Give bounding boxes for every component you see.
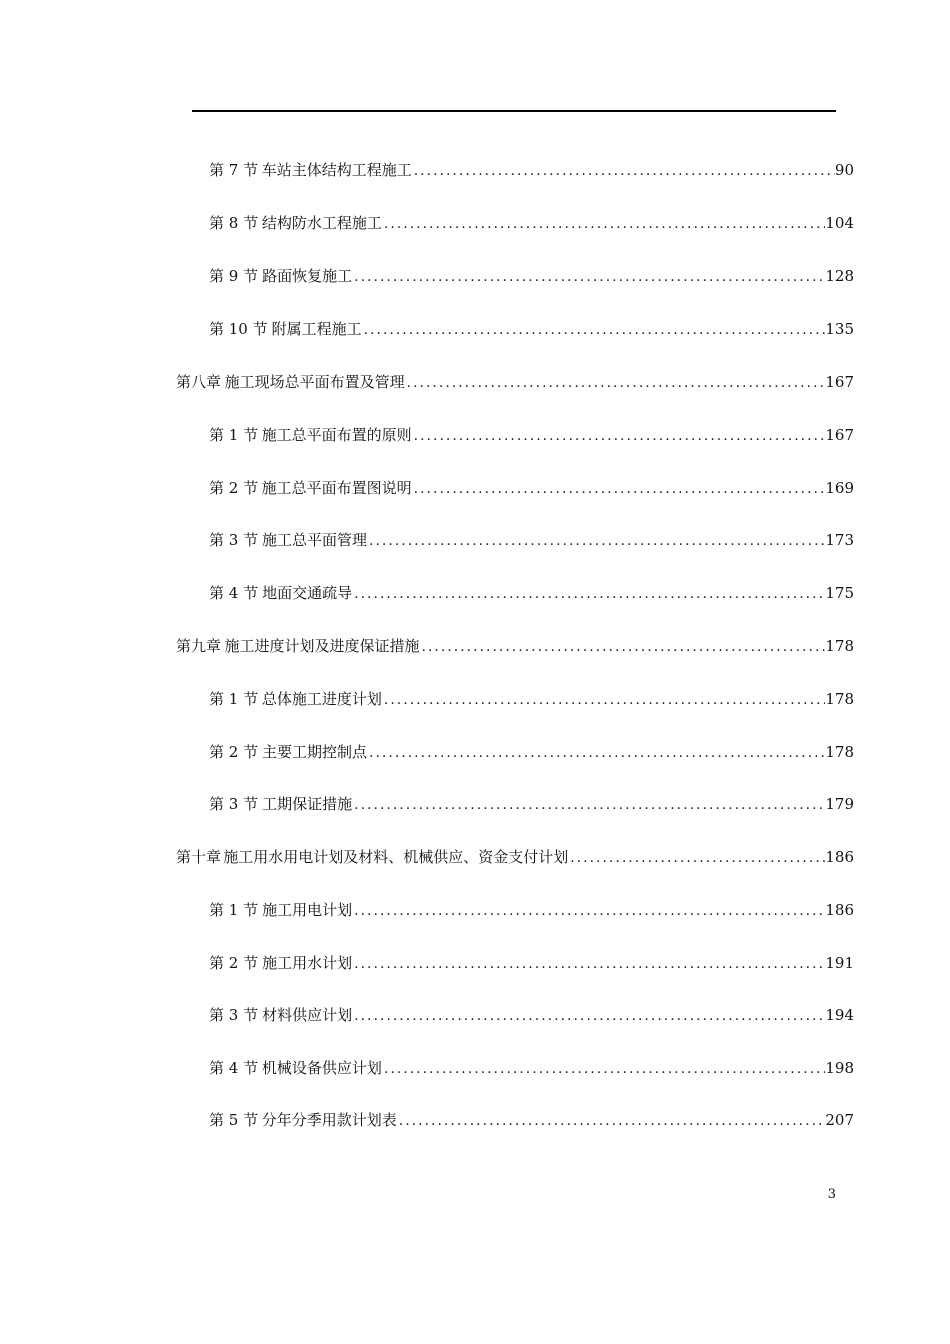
toc-entry-number: 第 3 节 [209, 531, 259, 549]
toc-entry-number: 第 2 节 [209, 743, 259, 761]
toc-entry[interactable] [209, 898, 854, 922]
toc-entry[interactable] [209, 476, 854, 500]
toc-entry[interactable] [209, 1056, 854, 1080]
toc-entry-number: 第 1 节 [209, 901, 259, 919]
toc-entry-title: 车站主体结构工程施工 [261, 161, 412, 179]
toc-entry-page: 179 [825, 795, 854, 813]
toc-entry-number: 第十章 [176, 848, 222, 866]
toc-entry-title: 施工总平面布置的原则 [261, 426, 412, 444]
toc-chapter-entry[interactable] [176, 370, 854, 394]
toc-chapter-entry[interactable] [176, 845, 854, 869]
toc-entry-number: 第 2 节 [209, 479, 259, 497]
toc-entry-page: 167 [825, 373, 854, 391]
header-rule [192, 110, 836, 112]
dot-leader [352, 582, 825, 605]
toc-entry-page: 169 [825, 479, 854, 497]
toc-entry-number: 第 3 节 [209, 795, 259, 813]
toc-entry-number: 第 7 节 [209, 161, 259, 179]
dot-leader [367, 529, 825, 552]
toc-entry[interactable] [209, 951, 854, 975]
toc-entry-page: 175 [825, 584, 854, 602]
toc-entry-page: 178 [825, 743, 854, 761]
toc-entry[interactable] [209, 528, 854, 552]
toc-entry-page: 186 [825, 901, 854, 919]
toc-entry-title: 施工用水计划 [262, 954, 353, 972]
dot-leader [412, 477, 826, 500]
toc-entry-page: 167 [825, 426, 854, 444]
dot-leader [352, 793, 825, 816]
dot-leader [397, 1109, 826, 1132]
toc-entry-title: 结构防水工程施工 [261, 214, 382, 232]
toc-entry-title: 总体施工进度计划 [261, 690, 382, 708]
toc-chapter-entry[interactable] [176, 634, 854, 658]
toc-entry-title: 施工现场总平面布置及管理 [224, 373, 405, 391]
dot-leader [382, 212, 825, 235]
toc-entry-number: 第九章 [176, 637, 222, 655]
toc-entry-page: 173 [825, 531, 854, 549]
toc-entry-number: 第 3 节 [209, 1006, 259, 1024]
toc-entry-page: 178 [825, 690, 854, 708]
toc-entry-title: 附属工程施工 [271, 320, 362, 338]
toc-entry-title: 施工总平面布置图说明 [261, 479, 412, 497]
toc-entry-number: 第 1 节 [209, 426, 259, 444]
toc-entry-title: 主要工期控制点 [262, 743, 368, 761]
toc-entry-title: 施工总平面管理 [262, 531, 368, 549]
toc-entry-number: 第 5 节 [209, 1111, 259, 1129]
toc-entry[interactable] [209, 740, 854, 764]
toc-entry-number: 第八章 [176, 373, 222, 391]
dot-leader [568, 846, 825, 869]
toc-entry[interactable] [209, 317, 854, 341]
toc-entry-title: 施工用水用电计划及材料、机械供应、资金支付计划 [223, 848, 569, 866]
toc-entry[interactable] [209, 1003, 854, 1027]
toc-entry-title: 材料供应计划 [262, 1006, 353, 1024]
dot-leader [405, 371, 826, 394]
dot-leader [352, 265, 825, 288]
dot-leader [382, 688, 825, 711]
toc-entry-title: 路面恢复施工 [262, 267, 353, 285]
dot-leader [352, 899, 825, 922]
toc-entry-page: 90 [834, 161, 854, 179]
toc-entry-title: 施工用电计划 [262, 901, 353, 919]
toc-entry-number: 第 1 节 [209, 690, 259, 708]
toc-entry[interactable] [209, 211, 854, 235]
dot-leader [367, 741, 825, 764]
dot-leader [420, 635, 826, 658]
dot-leader [352, 952, 825, 975]
toc-entry-page: 104 [825, 214, 854, 232]
toc-entry-number: 第 9 节 [209, 267, 259, 285]
toc-entry-title: 地面交通疏导 [262, 584, 353, 602]
toc-entry-title: 工期保证措施 [262, 795, 353, 813]
page-number: 3 [827, 1187, 836, 1202]
toc-entry-page: 178 [825, 637, 854, 655]
toc-entry[interactable] [209, 687, 854, 711]
toc-entry-page: 194 [825, 1006, 854, 1024]
toc-entry-title: 施工进度计划及进度保证措施 [224, 637, 420, 655]
dot-leader [382, 1057, 825, 1080]
toc-entry[interactable] [209, 1108, 854, 1132]
toc-entry[interactable] [209, 423, 854, 447]
toc-entry-page: 128 [825, 267, 854, 285]
toc-entry-page: 191 [825, 954, 854, 972]
toc-entry-number: 第 10 节 [209, 320, 268, 338]
dot-leader [362, 318, 826, 341]
dot-leader [412, 424, 826, 447]
toc-entry[interactable] [209, 158, 854, 182]
toc-entry[interactable] [209, 264, 854, 288]
dot-leader [352, 1004, 825, 1027]
dot-leader [412, 159, 835, 182]
toc-entry-page: 198 [825, 1059, 854, 1077]
toc-entry-number: 第 2 节 [209, 954, 259, 972]
toc-entry-page: 135 [825, 320, 854, 338]
toc-entry[interactable] [209, 581, 854, 605]
toc-entry-title: 机械设备供应计划 [261, 1059, 382, 1077]
toc-entry-title: 分年分季用款计划表 [261, 1111, 397, 1129]
toc-entry[interactable] [209, 792, 854, 816]
toc-entry-number: 第 4 节 [209, 584, 259, 602]
toc-entry-number: 第 8 节 [209, 214, 259, 232]
toc-entry-page: 186 [825, 848, 854, 866]
toc-entry-page: 207 [825, 1111, 854, 1129]
toc-entry-number: 第 4 节 [209, 1059, 259, 1077]
